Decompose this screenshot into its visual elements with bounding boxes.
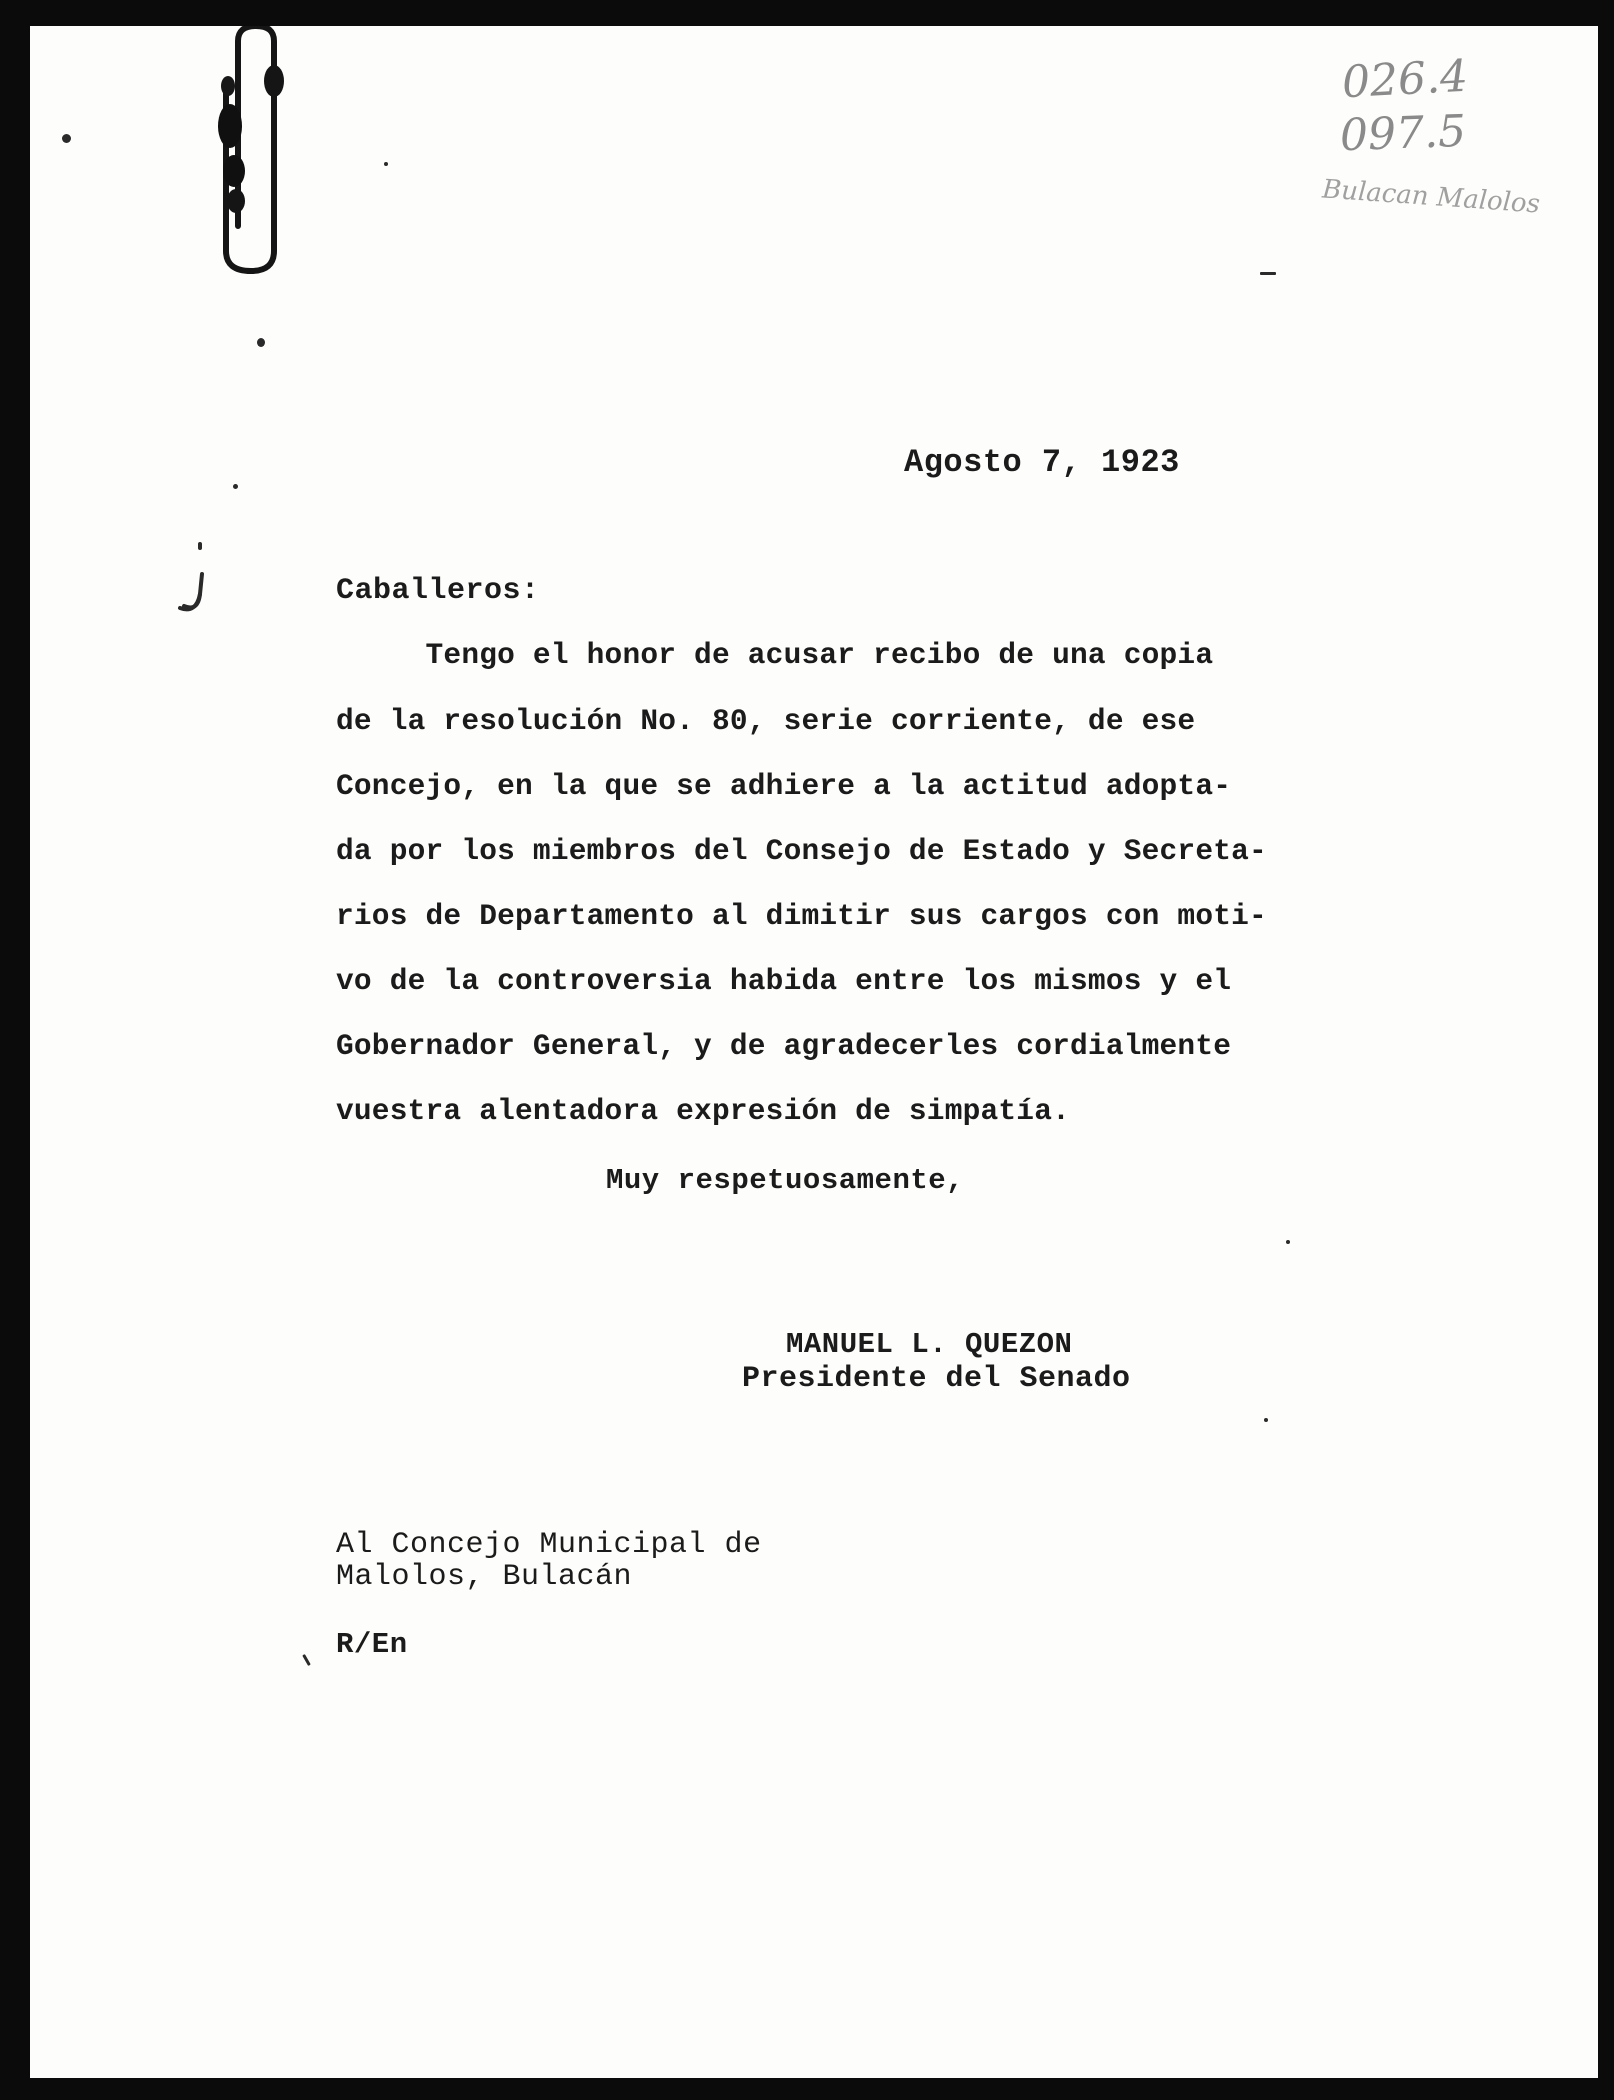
- scan-speck: [62, 134, 71, 143]
- letter-date: Agosto 7, 1923: [904, 444, 1180, 481]
- salutation: Caballeros:: [336, 574, 540, 608]
- body-line: Tengo el honor de acusar recibo de una copia: [336, 638, 1214, 672]
- body-line: vo de la controversia habida entre los mismos y el: [336, 964, 1232, 998]
- body-line: Concejo, en la que se adhiere a la actitud adopta-: [336, 769, 1232, 803]
- scan-speck: [1286, 1240, 1290, 1244]
- scan-speck: [1260, 272, 1276, 275]
- closing: Muy respetuosamente,: [606, 1164, 965, 1197]
- signature-title: Presidente del Senado: [742, 1362, 1131, 1396]
- recipient-line-1: Al Concejo Municipal de: [336, 1528, 762, 1562]
- scan-speck: [233, 484, 238, 489]
- archive-note-1: 026.4: [1340, 50, 1470, 109]
- body-line: da por los miembros del Consejo de Estado y Secreta-: [336, 834, 1267, 868]
- typist-initials: R/En: [336, 1628, 408, 1661]
- recipient-line-2: Malolos, Bulacán: [336, 1560, 633, 1594]
- archive-note-3: Bulacan Malolos: [1321, 174, 1541, 220]
- scan-speck: [384, 162, 388, 166]
- body-line: de la resolución No. 80, serie corriente, de ese: [336, 704, 1196, 738]
- margin-tick-mark: [170, 534, 220, 634]
- letter-page: [30, 26, 1598, 2078]
- body-line: Gobernador General, y de agradecerles cordialmente: [336, 1029, 1232, 1063]
- signature-name: MANUEL L. QUEZON: [786, 1328, 1073, 1361]
- scan-speck: [1264, 1418, 1268, 1422]
- scan-speck: [257, 338, 265, 347]
- body-line: rios de Departamento al dimitir sus cargos con moti-: [336, 899, 1267, 933]
- archive-note-2: 097.5: [1339, 105, 1467, 162]
- body-line: vuestra alentadora expresión de simpatía.: [336, 1094, 1071, 1128]
- paper-clip-mark: [216, 26, 336, 286]
- scan-speck: [302, 1654, 311, 1666]
